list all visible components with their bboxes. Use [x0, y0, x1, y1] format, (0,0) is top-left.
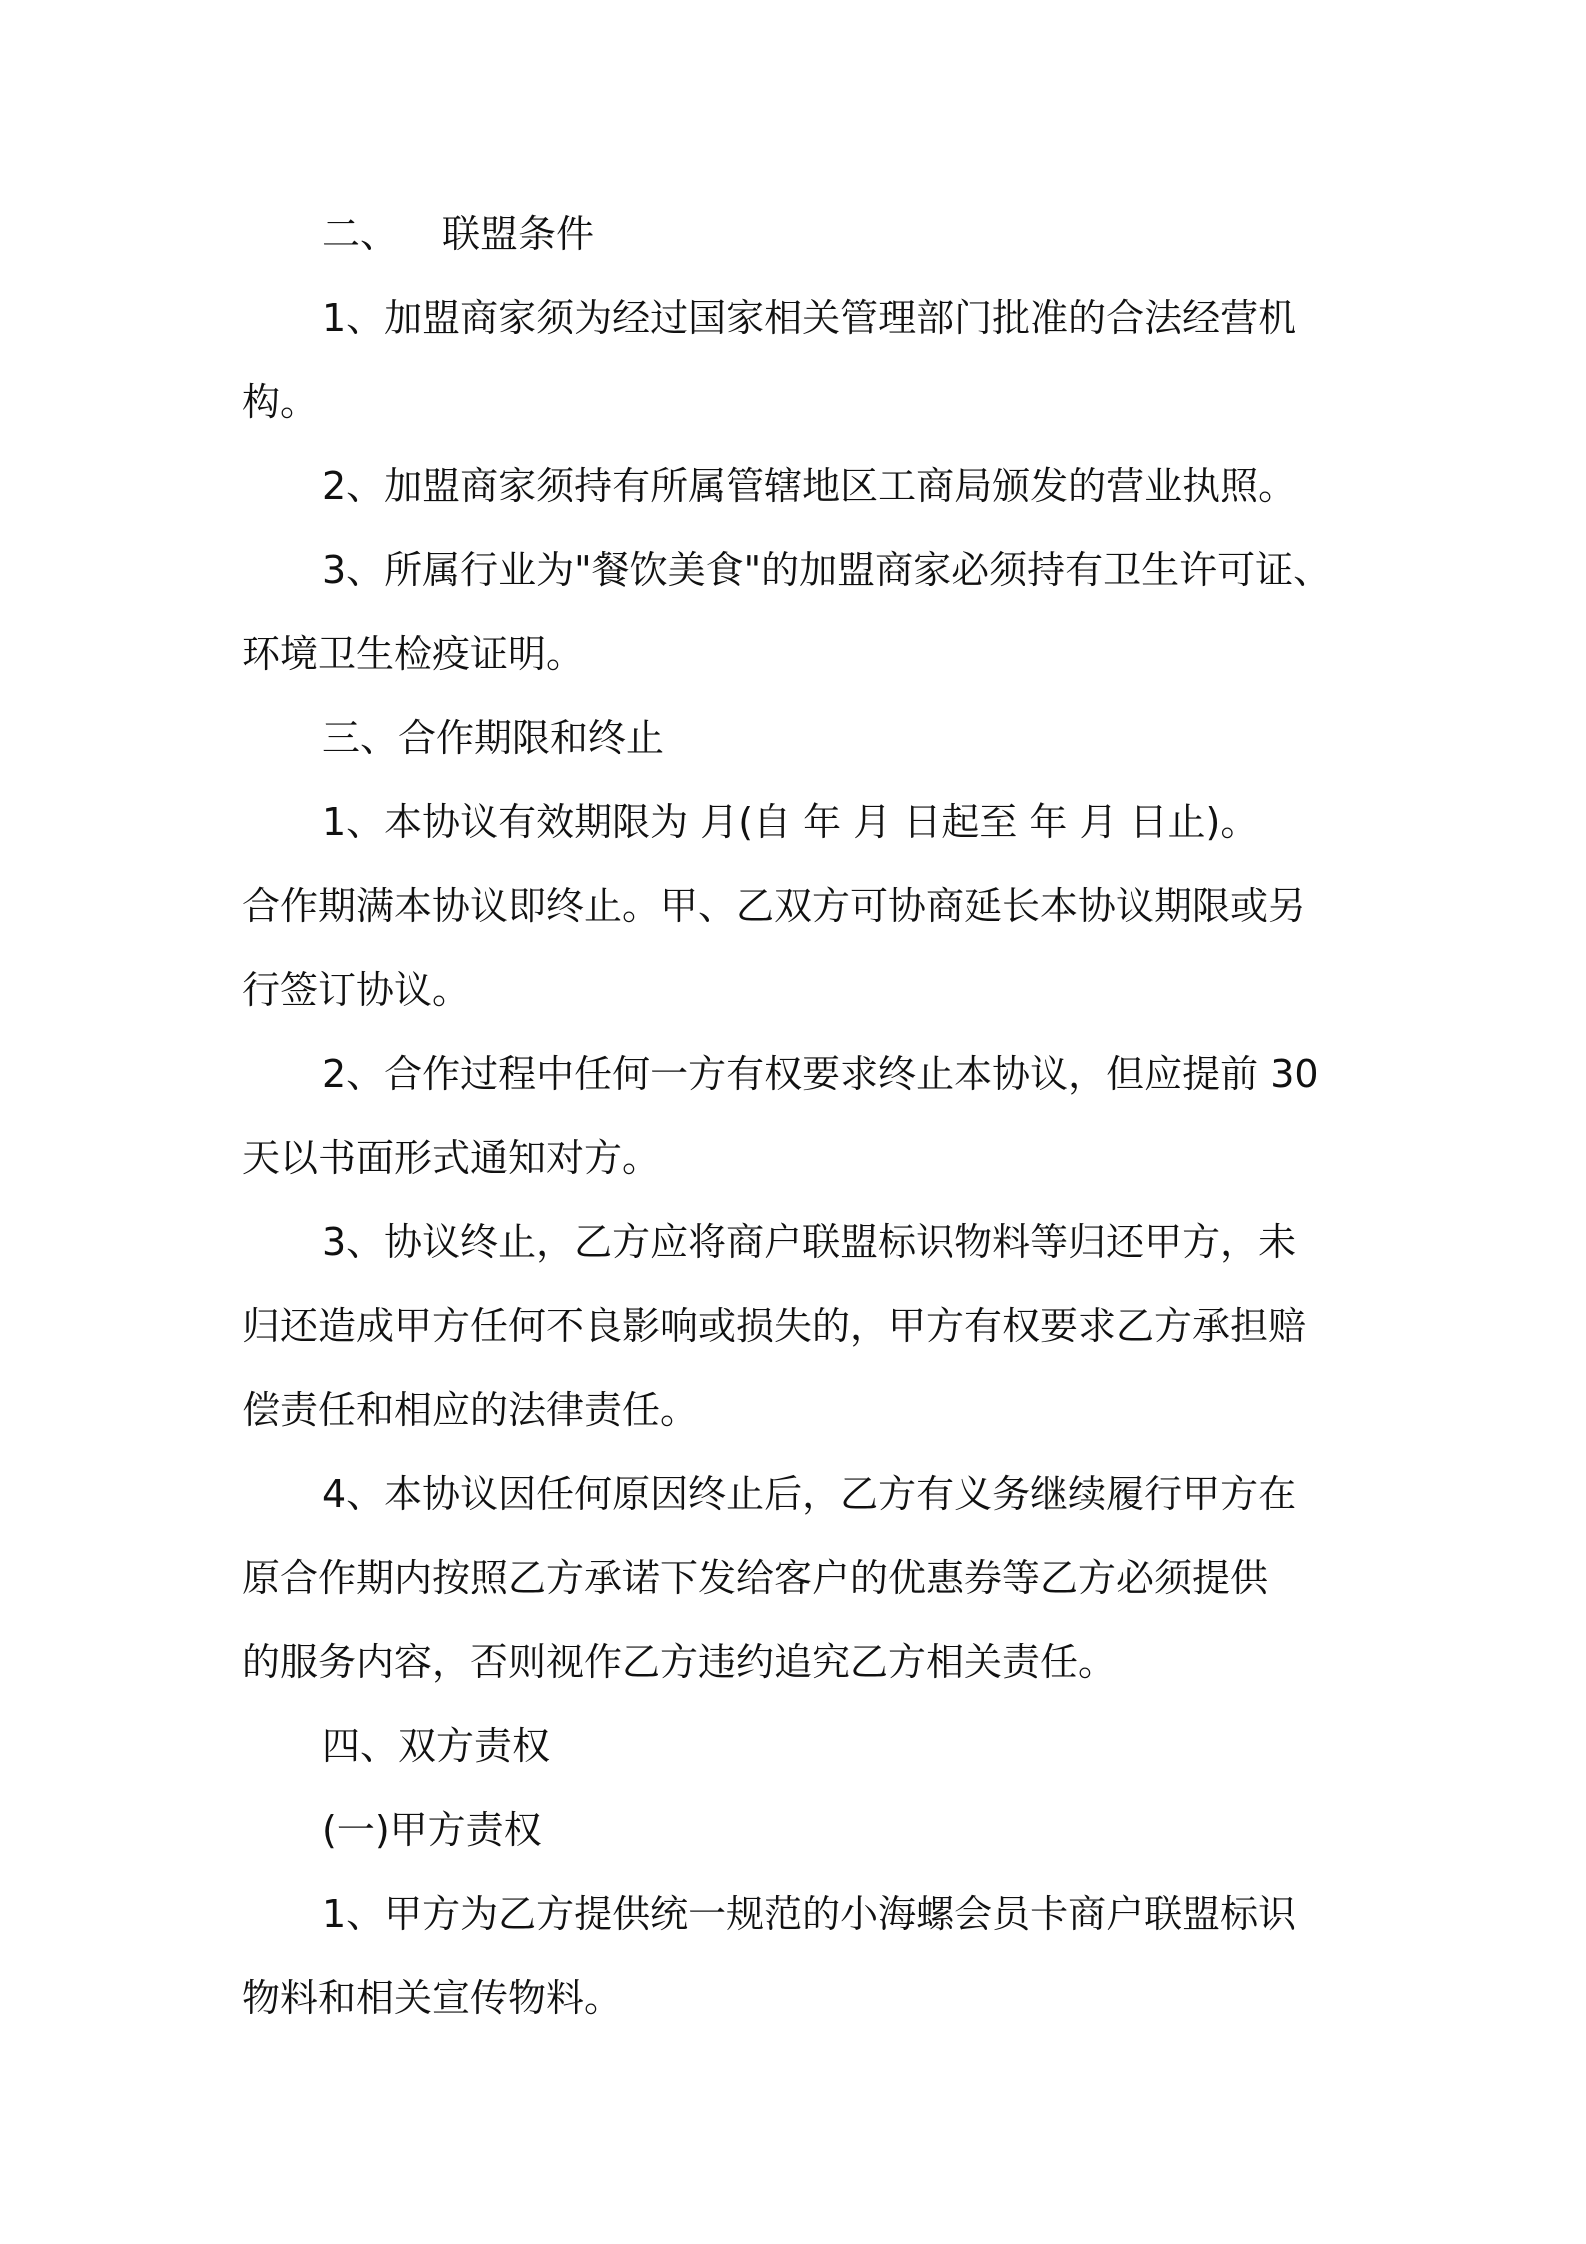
paragraph-line: 3、协议终止，乙方应将商户联盟标识物料等归还甲方，未: [322, 1220, 1297, 1264]
section-heading-alliance-conditions: [242, 192, 1362, 276]
document-body: [242, 192, 1362, 2040]
paragraph-line: 行签订协议。: [242, 968, 471, 1012]
subsection-heading-party-a: (一)甲方责权: [322, 1808, 542, 1852]
section-number: 二、: [322, 212, 399, 256]
paragraph-line: 构。: [242, 380, 319, 424]
section-title: 联盟条件: [442, 212, 595, 256]
paragraph-line: 4、本协议因任何原因终止后，乙方有义务继续履行甲方在: [322, 1472, 1297, 1516]
paragraph-line: 天以书面形式通知对方。: [242, 1136, 661, 1180]
paragraph-line: 归还造成甲方任何不良影响或损失的，甲方有权要求乙方承担赔: [242, 1304, 1307, 1348]
paragraph-line: 1、加盟商家须为经过国家相关管理部门批准的合法经营机: [322, 296, 1297, 340]
paragraph-line: 1、本协议有效期限为 月(自 年 月 日起至 年 月 日止)。: [322, 800, 1259, 844]
paragraph-line: 2、加盟商家须持有所属管辖地区工商局颁发的营业执照。: [322, 464, 1297, 508]
paragraph-line: 3、所属行业为"餐饮美食"的加盟商家必须持有卫生许可证、: [322, 548, 1332, 592]
paragraph-line: 环境卫生检疫证明。: [242, 632, 585, 676]
section-heading-rights-responsibilities: 四、双方责权: [322, 1724, 551, 1768]
section-heading-term-termination: 三、合作期限和终止: [322, 716, 665, 760]
paragraph-line: 原合作期内按照乙方承诺下发给客户的优惠券等乙方必须提供: [242, 1556, 1269, 1600]
paragraph-line: 物料和相关宣传物料。: [242, 1976, 623, 2020]
paragraph-line: 2、合作过程中任何一方有权要求终止本协议，但应提前 30: [322, 1052, 1319, 1096]
paragraph-line: 1、甲方为乙方提供统一规范的小海螺会员卡商户联盟标识: [322, 1892, 1297, 1936]
paragraph-line: 合作期满本协议即终止。甲、乙双方可协商延长本协议期限或另: [242, 884, 1307, 928]
paragraph-line: 偿责任和相应的法律责任。: [242, 1388, 699, 1432]
paragraph-line: 的服务内容，否则视作乙方违约追究乙方相关责任。: [242, 1640, 1117, 1684]
